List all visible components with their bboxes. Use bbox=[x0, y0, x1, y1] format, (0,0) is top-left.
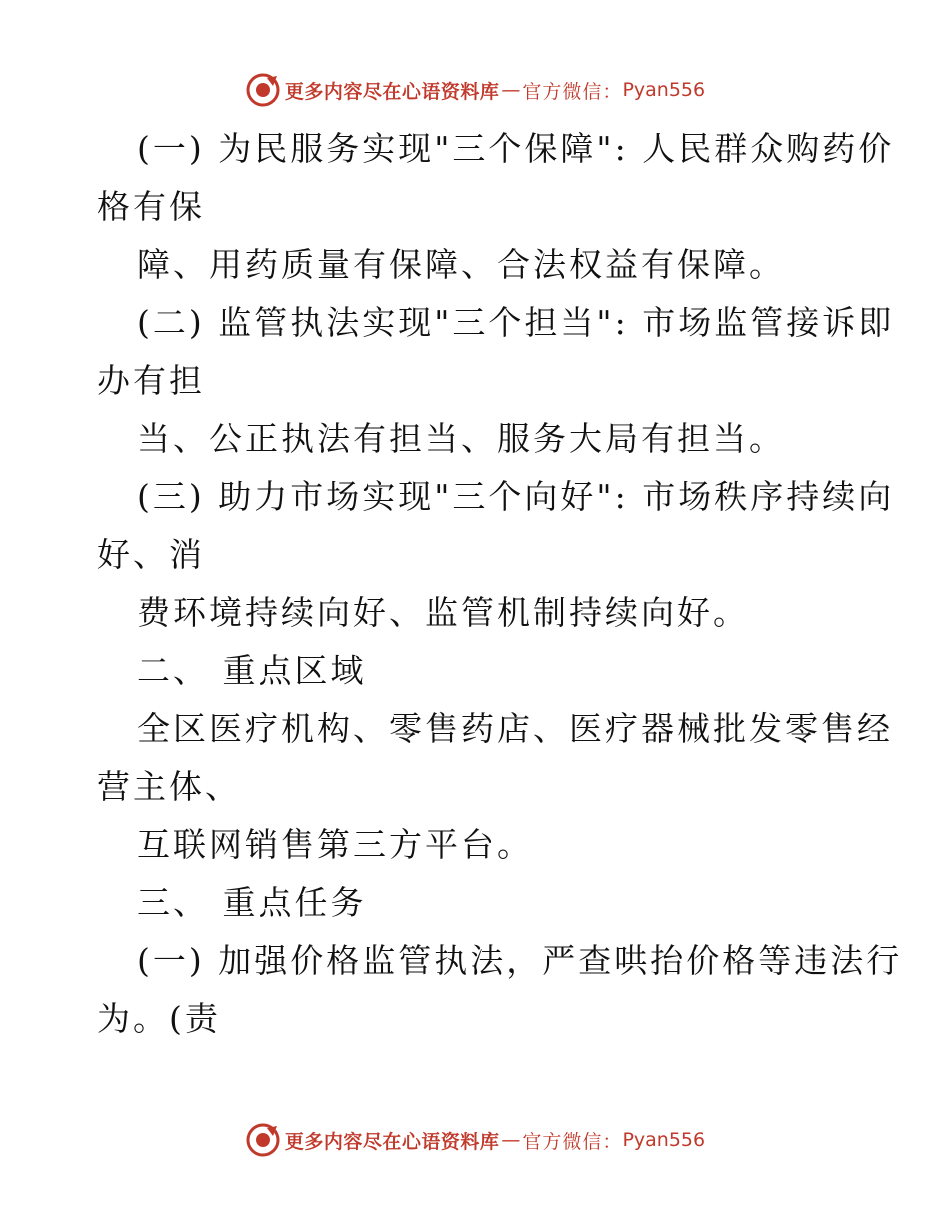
text-line: 当、公正执法有担当、服务大局有担当。 bbox=[137, 419, 785, 458]
watermark-brand: 更多内容尽在心语资料库 bbox=[284, 80, 500, 103]
text-line: (一) 加强价格监管执法，严查哄抬价格等违法行 bbox=[137, 941, 903, 980]
text-line: 格有保 bbox=[97, 187, 205, 226]
watermark-brand: 更多内容尽在心语资料库 bbox=[284, 1130, 500, 1153]
footer-watermark bbox=[0, 1120, 950, 1160]
brand-logo-icon bbox=[245, 72, 281, 108]
watermark-id: Pyan556 bbox=[622, 79, 706, 101]
watermark-label: 官方微信： bbox=[522, 80, 623, 103]
text-line: (三) 助力市场实现"三个向好": 市场秩序持续向 bbox=[137, 477, 895, 516]
text-line: (二) 监管执法实现"三个担当": 市场监管接诉即 bbox=[137, 303, 895, 342]
text-line: 好、消 bbox=[97, 535, 205, 574]
text-line: 营主体、 bbox=[97, 767, 241, 806]
text-line: 全区医疗机构、零售药店、医疗器械批发零售经 bbox=[137, 709, 893, 748]
watermark-dash: — bbox=[501, 1129, 521, 1151]
document-body bbox=[97, 120, 903, 1048]
text-line: 为。(责 bbox=[97, 999, 221, 1038]
text-line: 互联网销售第三方平台。 bbox=[137, 825, 533, 864]
text-line: 费环境持续向好、监管机制持续向好。 bbox=[137, 593, 749, 632]
watermark-label: 官方微信： bbox=[522, 1130, 623, 1153]
section-heading: 二、 重点区域 bbox=[137, 651, 367, 690]
brand-logo-icon bbox=[245, 1122, 281, 1158]
watermark-dash: — bbox=[501, 79, 521, 101]
header-watermark bbox=[0, 70, 950, 110]
watermark-id: Pyan556 bbox=[622, 1129, 706, 1151]
text-line: 障、用药质量有保障、合法权益有保障。 bbox=[137, 245, 785, 284]
section-heading: 三、 重点任务 bbox=[137, 883, 367, 922]
text-line: 办有担 bbox=[97, 361, 205, 400]
text-line: (一) 为民服务实现"三个保障": 人民群众购药价 bbox=[137, 129, 895, 168]
